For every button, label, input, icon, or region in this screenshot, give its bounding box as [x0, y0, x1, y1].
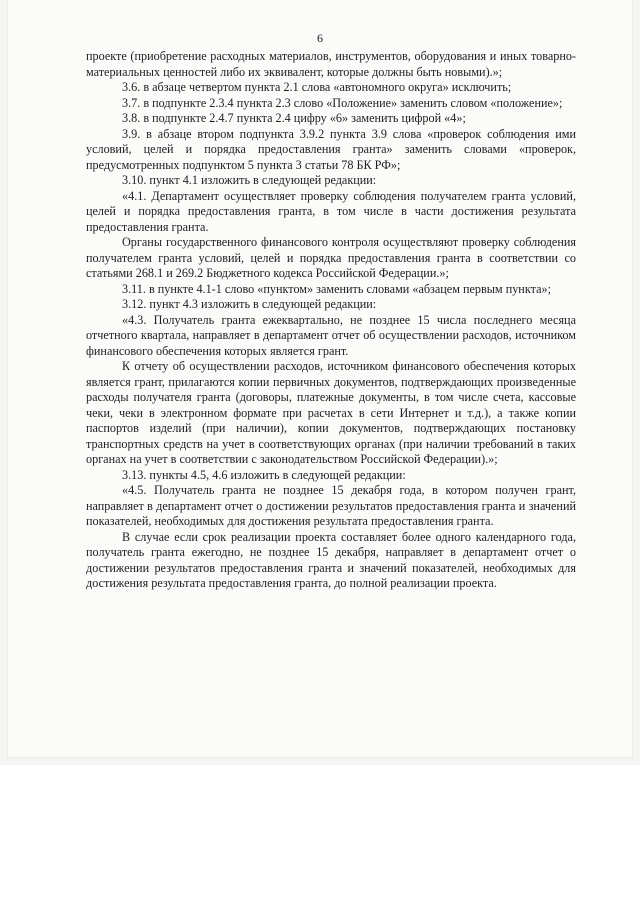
paragraph: В случае если срок реализации проекта составляет более одного календарного года, получатель гранта ежегодно, не позднее 15 декабря, направляет в департамент отчет о достижении результатов предоставления гранта и значений показателей, необходимых для достижения результата предоставления гранта, до полной реализации проекта. — [86, 529, 576, 590]
page-number: 6 — [317, 31, 323, 45]
paragraph: 3.6. в абзаце четвертом пункта 2.1 слова «автономного округа» исключить; — [122, 80, 512, 94]
paragraph: 3.8. в подпункте 2.4.7 пункта 2.4 цифру «6» заменить цифрой «4»; — [122, 111, 466, 125]
paragraph: «4.5. Получатель гранта не позднее 15 декабря года, в котором получен грант, направляет в департамент отчет о достижении результатов предоставления гранта и значений показателей, необходимых для достижения результата предоставления гранта. — [86, 483, 576, 528]
paragraph: «4.1. Департамент осуществляет проверку соблюдения получателем гранта условий, целей и порядка предоставления гранта, в том числе в части достижения результата предоставления гранта. — [86, 188, 576, 234]
paragraph: 3.9. в абзаце втором подпункта 3.9.2 пункта 3.9 слова «проверок соблюдения ими условий, целей и порядка предоставления гранта» заменить словами «проверок, предусмотренных подпунктом 5 пункта 3 статьи 78 БК РФ»; — [86, 126, 576, 172]
paragraph: Органы государственного финансового контроля осуществляют проверку соблюдения получателем гранта условий, целей и порядка предоставления гранта в соответствии со статьями 268.1 и 269.2 Бюджетного кодекса Российской Федерации.»; — [86, 235, 576, 280]
document-body — [86, 49, 576, 592]
paragraph: 3.10. пункт 4.1 изложить в следующей редакции: — [122, 173, 377, 187]
paragraph: 3.12. пункт 4.3 изложить в следующей редакции: — [122, 297, 377, 311]
paragraph: «4.3. Получатель гранта ежеквартально, не позднее 15 числа последнего месяца отчетного квартала, направляет в департамент отчет об осуществлении расходов, источником финансового обеспечения которых является грант. — [86, 312, 576, 358]
document-page — [8, 0, 632, 757]
paragraph: 3.7. в подпункте 2.3.4 пункта 2.3 слово «Положение» заменить словом «положение»; — [122, 95, 563, 110]
paragraph: 3.11. в пункте 4.1-1 слово «пунктом» заменить словами «абзацем первым пункта»; — [122, 281, 551, 296]
paragraph: К отчету об осуществлении расходов, источником финансового обеспечения которых является грант, прилагаются копии первичных документов, подтверждающих произведенные расходы получателя гранта (договоры, платежные документы, в том числе счета, кассовые чеки, чеки в электронном формате при расчетах в сети Интернет и т.д.), а также копии паспортов изделий (при наличии), копии документов, подтверждающих постановку транспортных средств на учет в соответствующих органах (при наличии требований в таких органах на учет в соответствии с законодательством Российской Федерации).»; — [86, 359, 576, 466]
paragraph: 3.13. пункты 4.5, 4.6 изложить в следующей редакции: — [122, 467, 406, 482]
paragraph: проекте (приобретение расходных материалов, инструментов, оборудования и иных товарно-материальных ценностей либо их эквивалент, которые должны быть новыми).»; — [86, 49, 576, 79]
